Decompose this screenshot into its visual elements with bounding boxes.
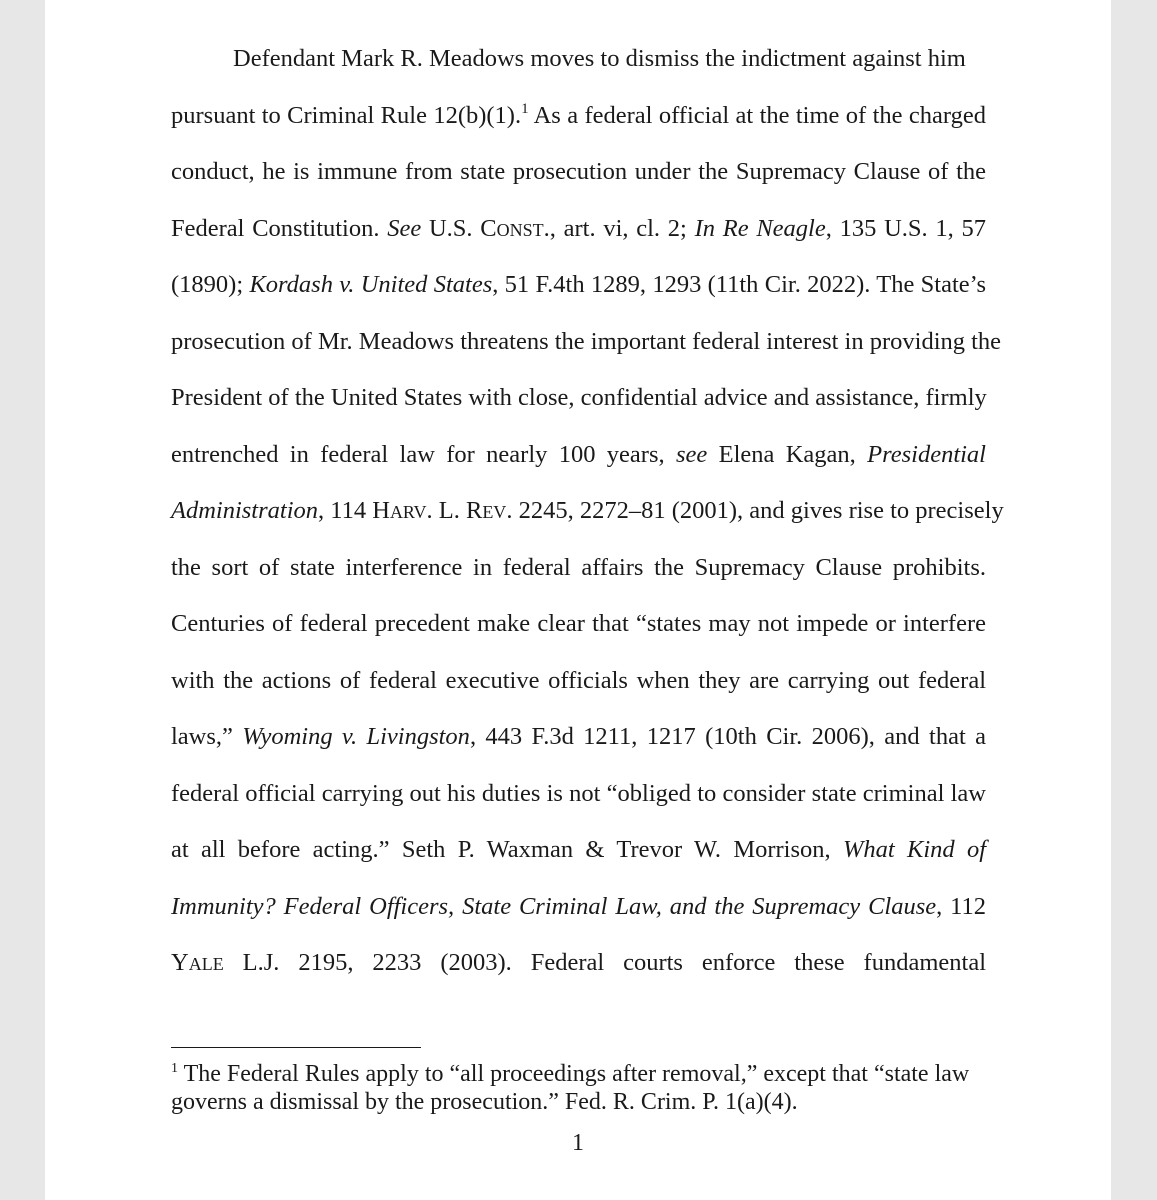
text-line — [171, 772, 986, 829]
text-run: As a federal official at the time of the charged — [528, 101, 986, 129]
small-caps-text: EV — [482, 502, 507, 522]
footnote-divider — [171, 1047, 421, 1048]
text-line — [171, 546, 986, 603]
small-caps-text: ONST — [496, 219, 544, 240]
footnote-marker: 1 — [171, 1061, 178, 1076]
text-run: , 112 — [936, 892, 987, 920]
text-run: federal official carrying out his duties is not “obliged to consider state criminal law — [171, 779, 986, 807]
text-run: Centuries of federal precedent make clear that “states may not impede or interfere — [171, 610, 986, 637]
text-run: , 114 H — [318, 497, 390, 524]
text-run: ., art. vi, cl. 2; — [543, 214, 695, 242]
text-line — [171, 659, 986, 716]
text-run: Defendant Mark R. Meadows moves to dismiss the indictment against him — [233, 45, 966, 72]
text-line — [171, 828, 986, 885]
italic-citation: Wyoming v. Livingston — [242, 723, 470, 750]
text-run: (1890); — [171, 271, 250, 298]
italic-citation: What Kind of — [842, 836, 987, 863]
text-line — [171, 885, 986, 942]
text-run: President of the United States with close, confidential advice and assistance, firmly — [171, 384, 987, 411]
footnote-reference: 1 — [521, 100, 529, 117]
text-line — [171, 941, 986, 998]
text-run: . 2245, 2272–81 (2001), and gives rise to precisely — [506, 497, 1004, 524]
text-line — [171, 263, 986, 320]
footnote — [171, 1060, 1001, 1116]
text-line — [171, 320, 1002, 377]
text-run: Federal Constitution. — [171, 214, 388, 242]
text-line — [171, 37, 986, 94]
text-run: laws,” — [171, 723, 243, 750]
body-text — [171, 37, 1004, 998]
text-line — [171, 150, 986, 207]
text-run: entrenched in federal law for nearly 100 years, — [171, 440, 676, 468]
text-run: with the actions of federal executive officials when they are carrying out federal — [171, 666, 986, 694]
text-run: Elena Kagan, — [707, 440, 868, 468]
text-run: at all before acting.” Seth P. Waxman & Trevor W. Morrison, — [171, 836, 843, 863]
text-run: U.S. C — [421, 214, 497, 242]
text-line — [171, 94, 986, 151]
text-run: pursuant to Criminal Rule 12(b)(1). — [171, 101, 522, 129]
text-run: L.J. 2195, 2233 (2003). Federal courts enforce these fundamental — [223, 949, 986, 976]
italic-citation: Immunity? Federal Officers, State Criminal Law, and the Supremacy Clause — [171, 892, 937, 920]
text-run: , 51 F.4th 1289, 1293 (11th Cir. 2022). The State’s — [492, 271, 987, 298]
text-line — [171, 207, 986, 264]
text-run: prosecution of Mr. Meadows threatens the important federal interest in providing the — [171, 327, 1002, 355]
italic-citation: See — [387, 214, 422, 242]
text-run: , 443 F.3d 1211, 1217 (10th Cir. 2006), and that a — [469, 723, 987, 750]
footnote-text: The Federal Rules apply to “all proceedings after removal,” except that “state law governs a dismissal by the prosecution.” Fed. R. Crim. P. 1(a)(4). — [171, 1061, 970, 1115]
document-page — [45, 0, 1111, 1200]
small-caps-text: ARV — [389, 502, 427, 522]
text-run: conduct, he is immune from state prosecution under the Supremacy Clause of the — [171, 158, 986, 185]
text-run: the sort of state interference in federal affairs the Supremacy Clause prohibits. — [171, 553, 986, 581]
text-run: . L. R — [426, 497, 483, 524]
italic-citation: Presidential — [867, 440, 986, 468]
text-line — [171, 602, 986, 659]
text-line — [171, 376, 986, 433]
italic-citation: Administration — [171, 497, 319, 524]
text-line — [171, 489, 1004, 546]
italic-citation: In Re Neagle — [694, 214, 826, 242]
small-caps-text: ALE — [188, 954, 224, 974]
text-run: , 135 U.S. 1, 57 — [825, 214, 986, 242]
text-run: Y — [171, 949, 189, 976]
italic-citation: see — [675, 440, 708, 468]
text-line — [171, 433, 986, 490]
italic-citation: Kordash v. United States — [249, 271, 493, 298]
page-number: 1 — [572, 1130, 584, 1156]
text-line — [171, 715, 986, 772]
